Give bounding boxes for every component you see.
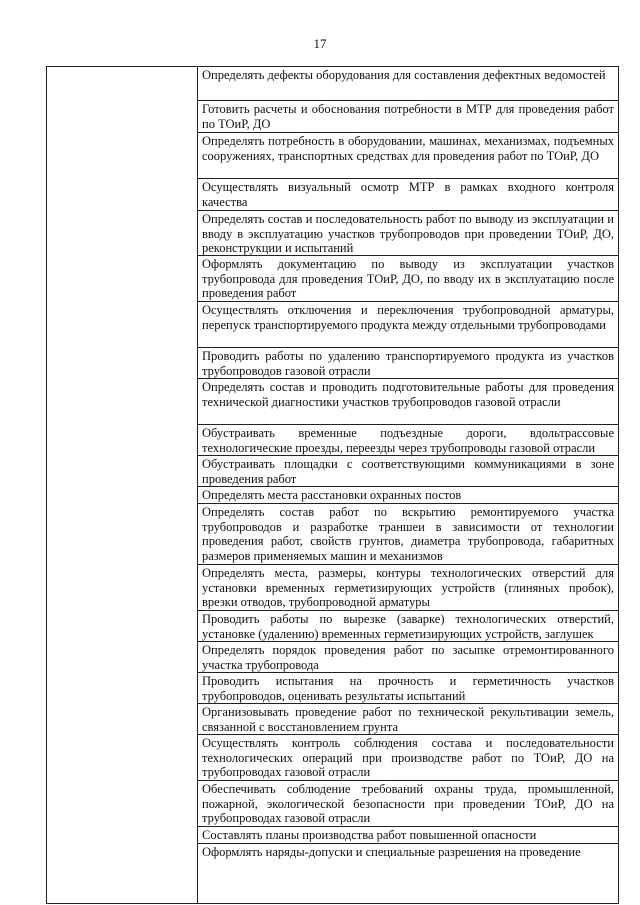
task-item: Оформлять наряды-допуски и специальные разрешения на проведение xyxy=(202,845,581,859)
task-item: Проводить испытания на прочность и герметичность участков трубопроводов, оценивать результаты испытаний xyxy=(198,673,618,704)
task-item: Определять дефекты оборудования для составления дефектных ведомостей xyxy=(198,67,618,101)
task-item: Осуществлять контроль соблюдения состава и последовательности технологических операций при производстве работ по ТОиР, ДО на трубопроводах газовой отрасли xyxy=(198,735,618,781)
task-item: Проводить работы по вырезке (заварке) технологических отверстий, установке (удалению) временных герметизирующих устройств, заглушек xyxy=(198,611,618,642)
task-item: Составлять планы производства работ повышенной опасности xyxy=(198,827,618,844)
task-item: Готовить расчеты и обоснования потребности в МТР для проведения работ по ТОиР, ДО xyxy=(198,101,618,133)
task-item: Определять состав и проводить подготовительные работы для проведения технической диагностики участков трубопроводов газовой отрасли xyxy=(198,379,618,425)
task-list xyxy=(198,67,618,903)
task-item: Определять потребность в оборудовании, машинах, механизмах, подъемных сооружениях, транспортных средствах для проведения работ по ТОиР, ДО xyxy=(198,133,618,179)
task-item: Определять места расстановки охранных постов xyxy=(198,487,618,504)
task-item: Обустраивать временные подъездные дороги, вдольтрассовые технологические проезды, переезды через трубопроводы газовой отрасли xyxy=(198,425,618,456)
task-item: Определять порядок проведения работ по засыпке отремонтированного участка трубопровода xyxy=(198,642,618,673)
skills-table xyxy=(46,66,619,904)
page-number: 17 xyxy=(313,36,327,51)
task-item: Осуществлять визуальный осмотр МТР в рамках входного контроля качества xyxy=(198,179,618,211)
task-item: Осуществлять отключения и переключения трубопроводной арматуры, перепуск транспортируемого продукта между отдельными трубопроводами xyxy=(198,302,618,348)
table-row xyxy=(47,67,619,904)
tasks-column-cell xyxy=(198,67,619,904)
task-item: Обустраивать площадки с соответствующими коммуникациями в зоне проведения работ xyxy=(198,456,618,487)
task-item: Проводить работы по удалению транспортируемого продукта из участков трубопроводов газовой отрасли xyxy=(198,348,618,379)
task-item: Оформлять документацию по выводу из эксплуатации участков трубопровода для проведения ТОиР, ДО, по вводу их в эксплуатацию после проведения работ xyxy=(198,256,618,302)
task-item: Организовывать проведение работ по технической рекультивации земель, связанной с восстановлением грунта xyxy=(198,704,618,735)
task-item: Обеспечивать соблюдение требований охраны труда, промышленной, пожарной, экологической безопасности при проведении ТОиР, ДО на трубопроводах газовой отрасли xyxy=(198,781,618,827)
task-item: Определять состав работ по вскрытию ремонтируемого участка трубопроводов и разработке траншеи в зависимости от технологии проведения работ, свойств грунтов, диаметра трубопровода, габаритных размеров применяемых машин и механизмов xyxy=(198,504,618,565)
task-item: Определять состав и последовательность работ по выводу из эксплуатации и вводу в эксплуатацию участков трубопроводов при проведении ТОиР, ДО, реконструкции и испытаний xyxy=(198,211,618,256)
task-item: Определять места, размеры, контуры технологических отверстий для установки временных герметизирующих устройств (глиняных пробок), врезки отводов, трубопроводной арматуры xyxy=(198,565,618,611)
label-column-cell xyxy=(47,67,198,904)
